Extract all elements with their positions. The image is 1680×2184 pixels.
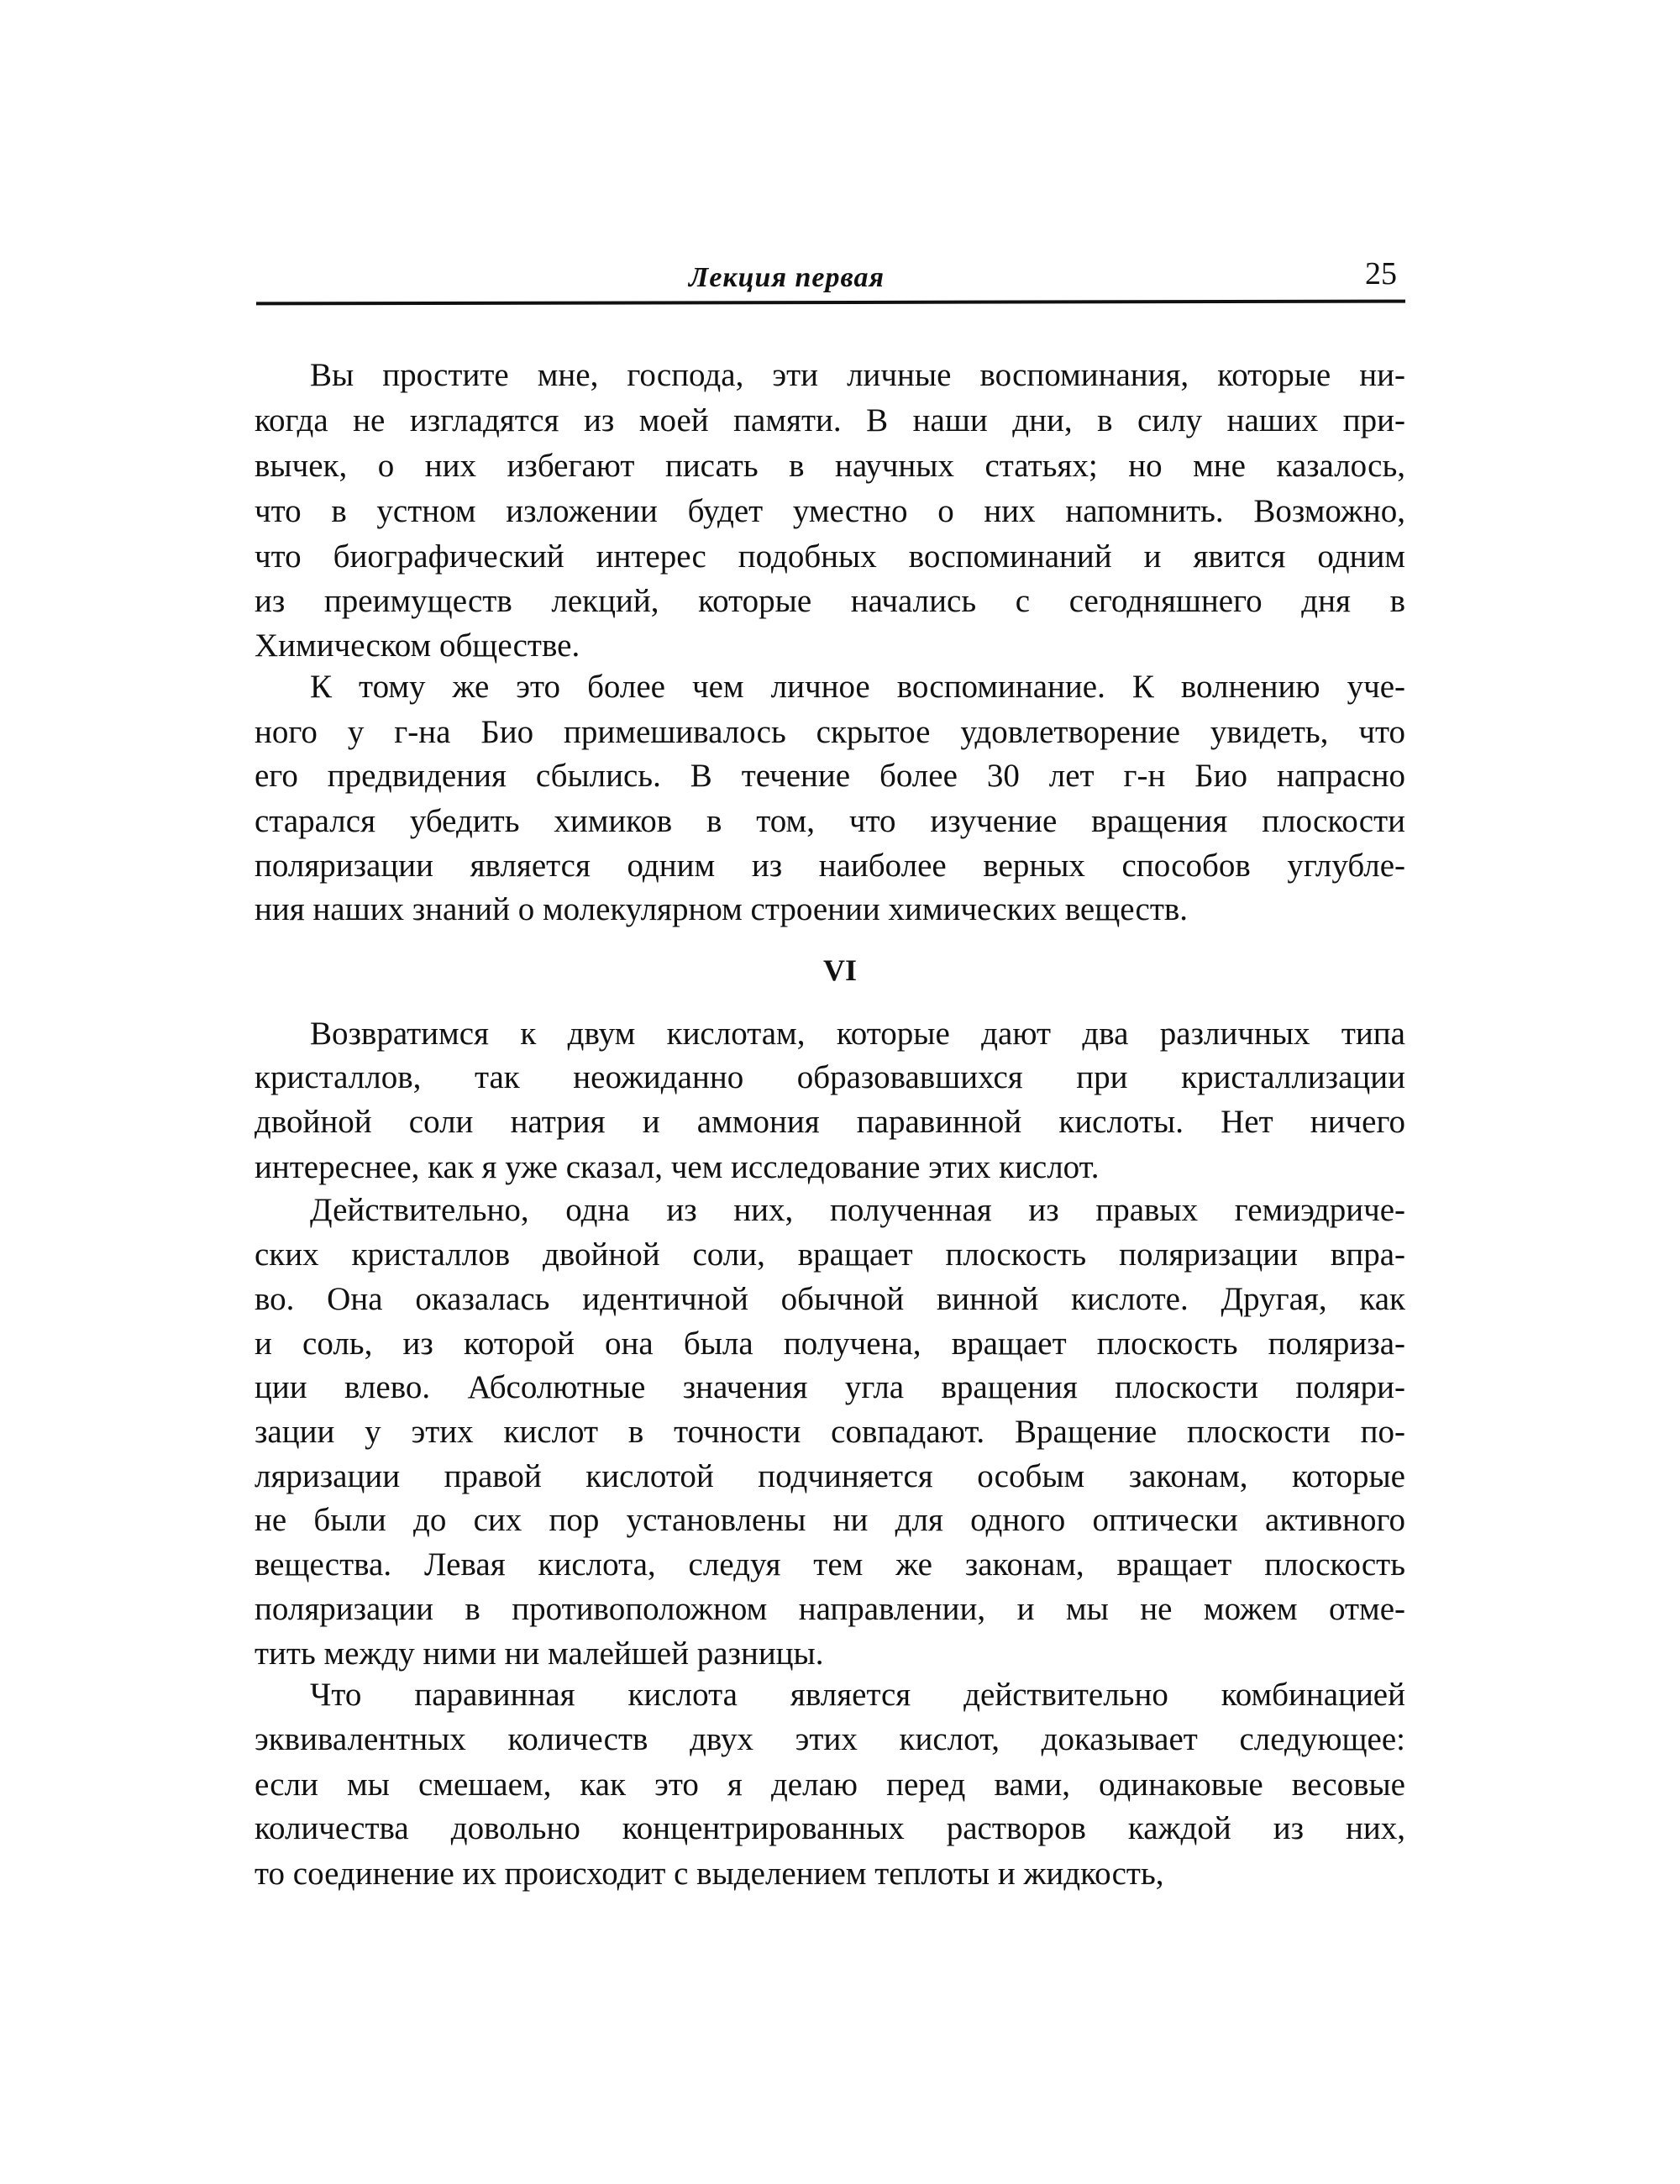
text-line: эквивалентных количеств двух этих кислот, доказывает следующее:: [255, 1721, 1405, 1757]
text-line: во. Она оказалась идентичной обычной винной кислоте. Другая, как: [255, 1281, 1405, 1317]
page-number: 25: [1365, 256, 1397, 291]
text-line: что биографический интерес подобных воспоминаний и явится одним: [255, 538, 1405, 575]
text-line: Действительно, одна из них, полученная из правых гемиэдриче-: [310, 1192, 1405, 1228]
text-line: поляризации в противоположном направлении, и мы не можем отме-: [255, 1591, 1405, 1627]
text-line: двойной соли натрия и аммония паравинной кислоты. Нет ничего: [255, 1104, 1405, 1140]
text-line: не были до сих пор установлены ни для одного оптически активного: [255, 1502, 1405, 1538]
text-line: когда не изгладятся из моей памяти. В наши дни, в силу наших при-: [255, 402, 1405, 438]
text-line: ния наших знаний о молекулярном строении химических веществ.: [255, 891, 1189, 927]
text-line: Возвратимся к двум кислотам, которые дают два различных типа: [310, 1016, 1405, 1052]
text-line: его предвидения сбылись. В течение более 30 лет г-н Био напрасно: [255, 758, 1405, 794]
text-line: количества довольно концентрированных растворов каждой из них,: [255, 1810, 1405, 1846]
text-line: ции влево. Абсолютные значения угла вращения плоскости поляри-: [255, 1369, 1405, 1405]
header-rule: [256, 300, 1405, 306]
text-line: интереснее, как я уже сказал, чем исследование этих кислот.: [255, 1149, 1100, 1185]
text-line: Вы простите мне, господа, эти личные воспоминания, которые ни-: [310, 357, 1405, 393]
text-line: кристаллов, так неожиданно образовавшихся при кристаллизации: [255, 1059, 1405, 1095]
text-line: поляризации является одним из наиболее верных способов углубле-: [255, 848, 1405, 884]
text-line: и соль, из которой она была получена, вращает плоскость поляриза-: [255, 1326, 1405, 1362]
text-line: зации у этих кислот в точности совпадают. Вращение плоскости по-: [255, 1414, 1405, 1450]
text-line: Что паравинная кислота является действительно комбинацией: [310, 1677, 1405, 1713]
text-line: старался убедить химиков в том, что изучение вращения плоскости: [255, 803, 1405, 839]
text-line: из преимуществ лекций, которые начались с сегодняшнего дня в: [255, 583, 1405, 619]
text-line: ного у г-на Био примешивалось скрытое удовлетворение увидеть, что: [255, 714, 1405, 750]
text-line: ляризации правой кислотой подчиняется особым законам, которые: [255, 1458, 1405, 1494]
text-line: К тому же это более чем личное воспоминание. К волнению уче-: [310, 669, 1405, 705]
text-line: если мы смешаем, как это я делаю перед вами, одинаковые весовые: [255, 1767, 1405, 1803]
text-line: ских кристаллов двойной соли, вращает плоскость поляризации впра-: [255, 1236, 1405, 1273]
text-line: вычек, о них избегают писать в научных статьях; но мне казалось,: [255, 448, 1405, 484]
text-line: то соединение их происходит с выделением теплоты и жидкость,: [255, 1856, 1164, 1892]
text-line: Химическом обществе.: [255, 627, 580, 664]
section-heading: VI: [822, 953, 857, 987]
text-line: что в устном изложении будет уместно о них напомнить. Возможно,: [255, 493, 1405, 529]
running-title: Лекция первая: [689, 262, 885, 293]
text-line: вещества. Левая кислота, следуя тем же законам, вращает плоскость: [255, 1546, 1405, 1583]
text-line: тить между ними ни малейшей разницы.: [255, 1635, 824, 1672]
